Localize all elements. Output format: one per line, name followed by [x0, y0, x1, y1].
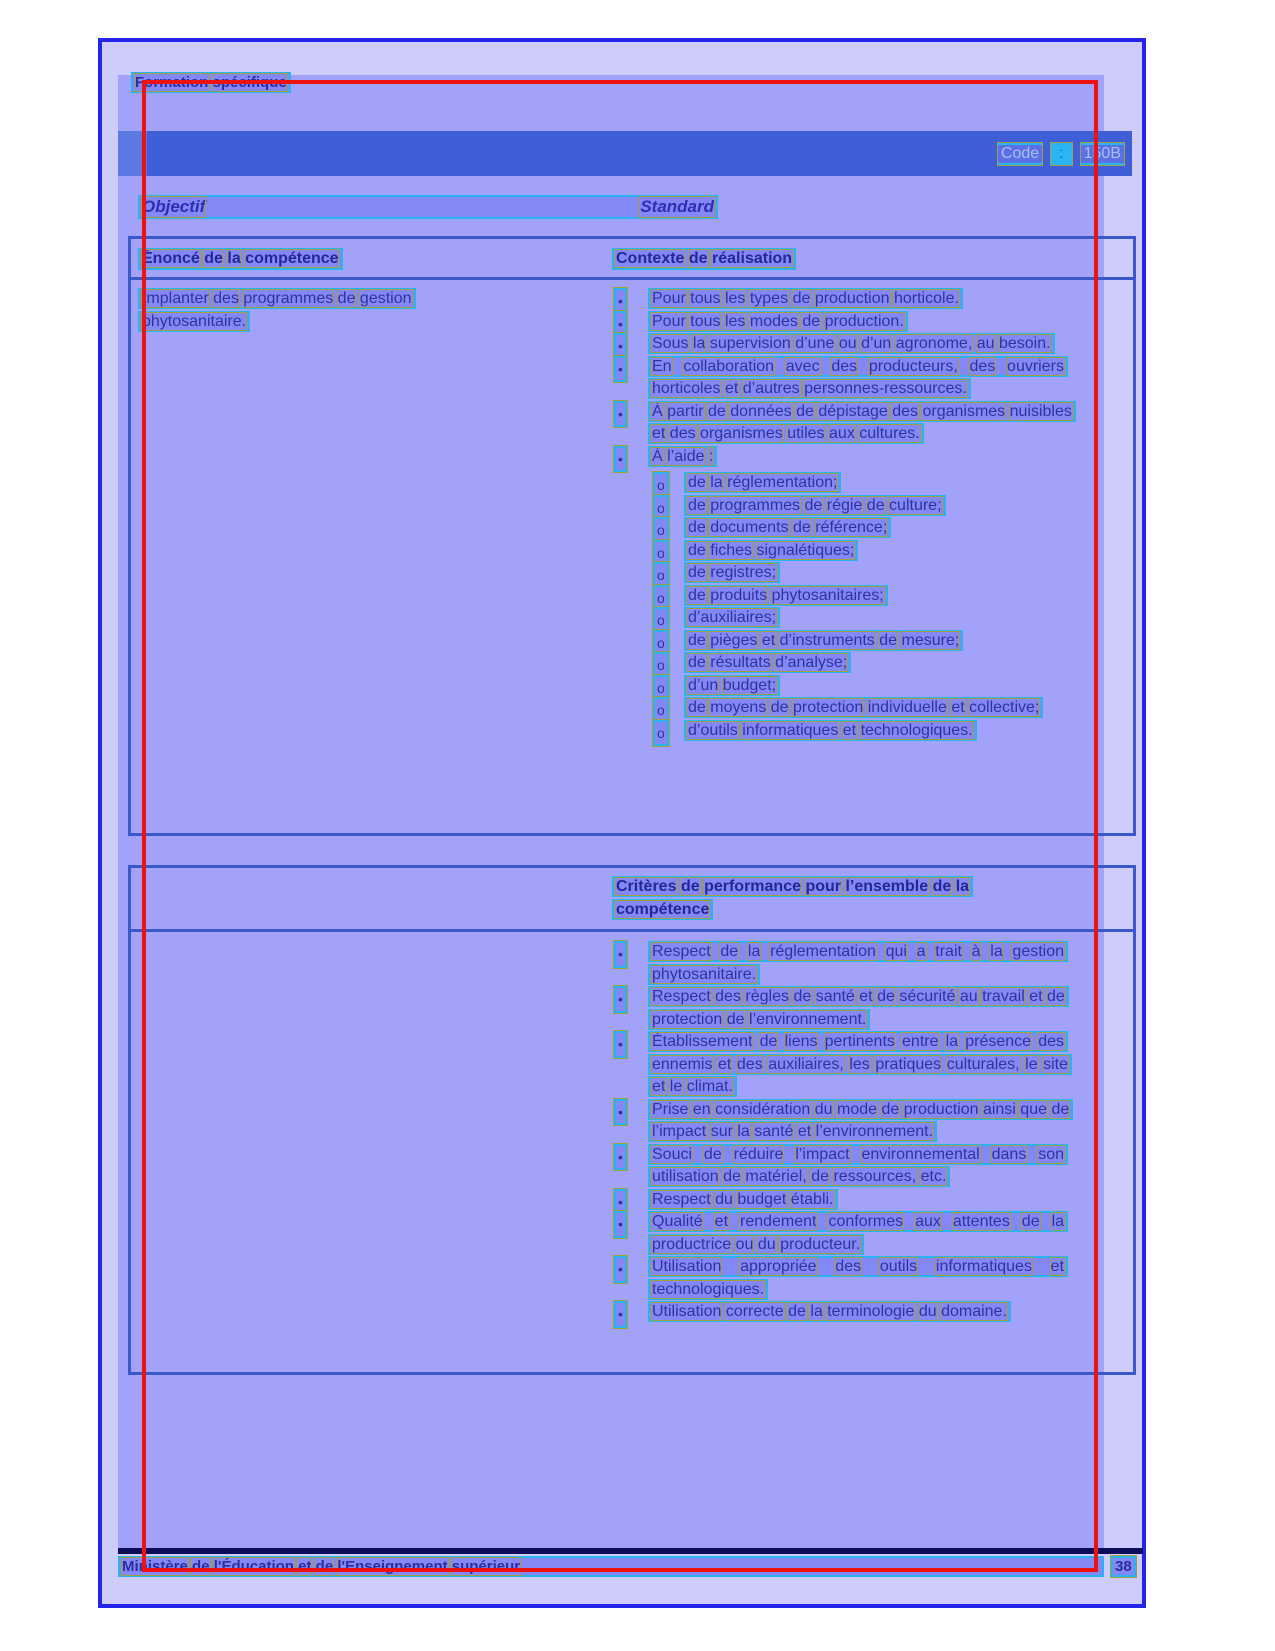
- code-value: 150B: [1081, 143, 1124, 165]
- page-number: 38: [1111, 1556, 1136, 1577]
- footer-rule: [118, 1548, 1143, 1554]
- aid-item: o d’un budget;: [651, 675, 1072, 698]
- bullet-icon: •: [614, 1099, 627, 1126]
- bullet-icon: •: [614, 1301, 627, 1328]
- performance-header: Critères de performance pour l’ensemble de la compétence: [612, 868, 1064, 927]
- context-bullet: • À partir de données de dépistage des organismes nuisibles et des organismes utiles aux cultures.: [612, 401, 1072, 446]
- performance-table-body: [131, 941, 1133, 1324]
- bullet-icon: •: [614, 986, 627, 1013]
- aid-item: o de pièges et d’instruments de mesure;: [651, 630, 1072, 653]
- aid-item: o d’auxiliaires;: [651, 607, 1072, 630]
- bullet-icon: •: [614, 1256, 627, 1283]
- context-bullet: • Pour tous les modes de production.: [612, 311, 1072, 334]
- criteria-bullet: • Souci de réduire l’impact environnemental dans son utilisation de matériel, de ressources, etc.: [612, 1144, 1072, 1189]
- criteria-bullet: • Respect des règles de santé et de sécurité au travail et de protection de l’environnement.: [612, 986, 1072, 1031]
- aid-bullet-list: [651, 472, 1072, 742]
- criteria-bullet: • Utilisation appropriée des outils informatiques et technologiques.: [612, 1256, 1072, 1301]
- sub-bullet-icon: o: [653, 472, 669, 499]
- sub-bullet-icon: o: [653, 652, 669, 679]
- competence-table-header-row: [131, 239, 1133, 280]
- criteria-bullet: • Utilisation correcte de la terminologie du domaine.: [612, 1301, 1072, 1324]
- aid-item: o de la réglementation;: [651, 472, 1072, 495]
- criteria-bullet: • Respect du budget établi.: [612, 1189, 1072, 1212]
- context-bullet: • Sous la supervision d’une ou d’un agronome, au besoin.: [612, 333, 1072, 356]
- code-separator: :: [1051, 143, 1071, 165]
- sub-bullet-icon: o: [653, 495, 669, 522]
- sub-bullet-icon: o: [653, 585, 669, 612]
- context-bullet: • Pour tous les types de production horticole.: [612, 288, 1072, 311]
- context-bullet: • À l’aide :: [612, 446, 1072, 469]
- code-label: Code: [998, 143, 1042, 165]
- bullet-icon: •: [614, 401, 627, 428]
- header-band-notch: [118, 131, 147, 176]
- context-column: [612, 288, 1072, 742]
- sub-bullet-icon: o: [653, 697, 669, 724]
- aid-item: o de produits phytosanitaires;: [651, 585, 1072, 608]
- bullet-icon: •: [614, 1031, 627, 1058]
- sub-bullet-icon: o: [653, 517, 669, 544]
- sub-bullet-icon: o: [653, 630, 669, 657]
- aid-item: o de fiches signalétiques;: [651, 540, 1072, 563]
- context-bullet-list: [612, 288, 1072, 468]
- aid-item: o de programmes de régie de culture;: [651, 495, 1072, 518]
- left-column-header: Énoncé de la compétence: [138, 248, 343, 270]
- standard-label: Standard: [640, 197, 714, 216]
- sub-bullet-icon: o: [653, 607, 669, 634]
- aid-item: o de documents de référence;: [651, 517, 1072, 540]
- bullet-icon: •: [614, 311, 627, 338]
- bullet-icon: •: [614, 1211, 627, 1238]
- competence-statement: Implanter des programmes de gestion phytosanitaire.: [138, 288, 486, 333]
- code-group: [998, 143, 1124, 165]
- bullet-icon: •: [614, 1144, 627, 1171]
- criteria-bullet: • Respect de la réglementation qui a trait à la gestion phytosanitaire.: [612, 941, 1072, 986]
- objectif-standard-row: [138, 195, 718, 219]
- bullet-icon: •: [614, 1189, 627, 1216]
- footer-ministry: Ministère de l'Éducation et de l'Enseignement supérieur: [118, 1556, 1104, 1577]
- bullet-icon: •: [614, 288, 627, 315]
- aid-item: o d’outils informatiques et technologiques.: [651, 720, 1072, 743]
- performance-table-header-row: [131, 868, 1133, 932]
- objectif-label: Objectif: [142, 197, 206, 216]
- aid-item: o de résultats d’analyse;: [651, 652, 1072, 675]
- sub-bullet-icon: o: [653, 675, 669, 702]
- sub-bullet-icon: o: [653, 720, 669, 747]
- section-label: Formation spécifique: [131, 72, 291, 93]
- criteria-bullet: • Établissement de liens pertinents entre la présence des ennemis et des auxiliaires, les pratiques culturales, le site et le climat.: [612, 1031, 1072, 1099]
- criteria-bullet: • Prise en considération du mode de production ainsi que de l’impact sur la santé et l’environnement.: [612, 1099, 1072, 1144]
- competence-table: [128, 236, 1136, 836]
- right-column-header: Contexte de réalisation: [612, 248, 796, 270]
- header-band: [118, 131, 1132, 176]
- criteria-bullet-list: [612, 941, 1072, 1324]
- context-bullet: • En collaboration avec des producteurs, des ouvriers horticoles et d’autres personnes-ressources.: [612, 356, 1072, 401]
- bullet-icon: •: [614, 333, 627, 360]
- bullet-icon: •: [614, 356, 627, 383]
- bullet-icon: •: [614, 446, 627, 473]
- sub-bullet-icon: o: [653, 562, 669, 589]
- performance-table: [128, 865, 1136, 1375]
- criteria-column: [612, 941, 1072, 1324]
- criteria-bullet: • Qualité et rendement conformes aux attentes de la productrice ou du producteur.: [612, 1211, 1072, 1256]
- aid-item: o de moyens de protection individuelle et collective;: [651, 697, 1072, 720]
- aid-item: o de registres;: [651, 562, 1072, 585]
- sub-bullet-icon: o: [653, 540, 669, 567]
- bullet-icon: •: [614, 941, 627, 968]
